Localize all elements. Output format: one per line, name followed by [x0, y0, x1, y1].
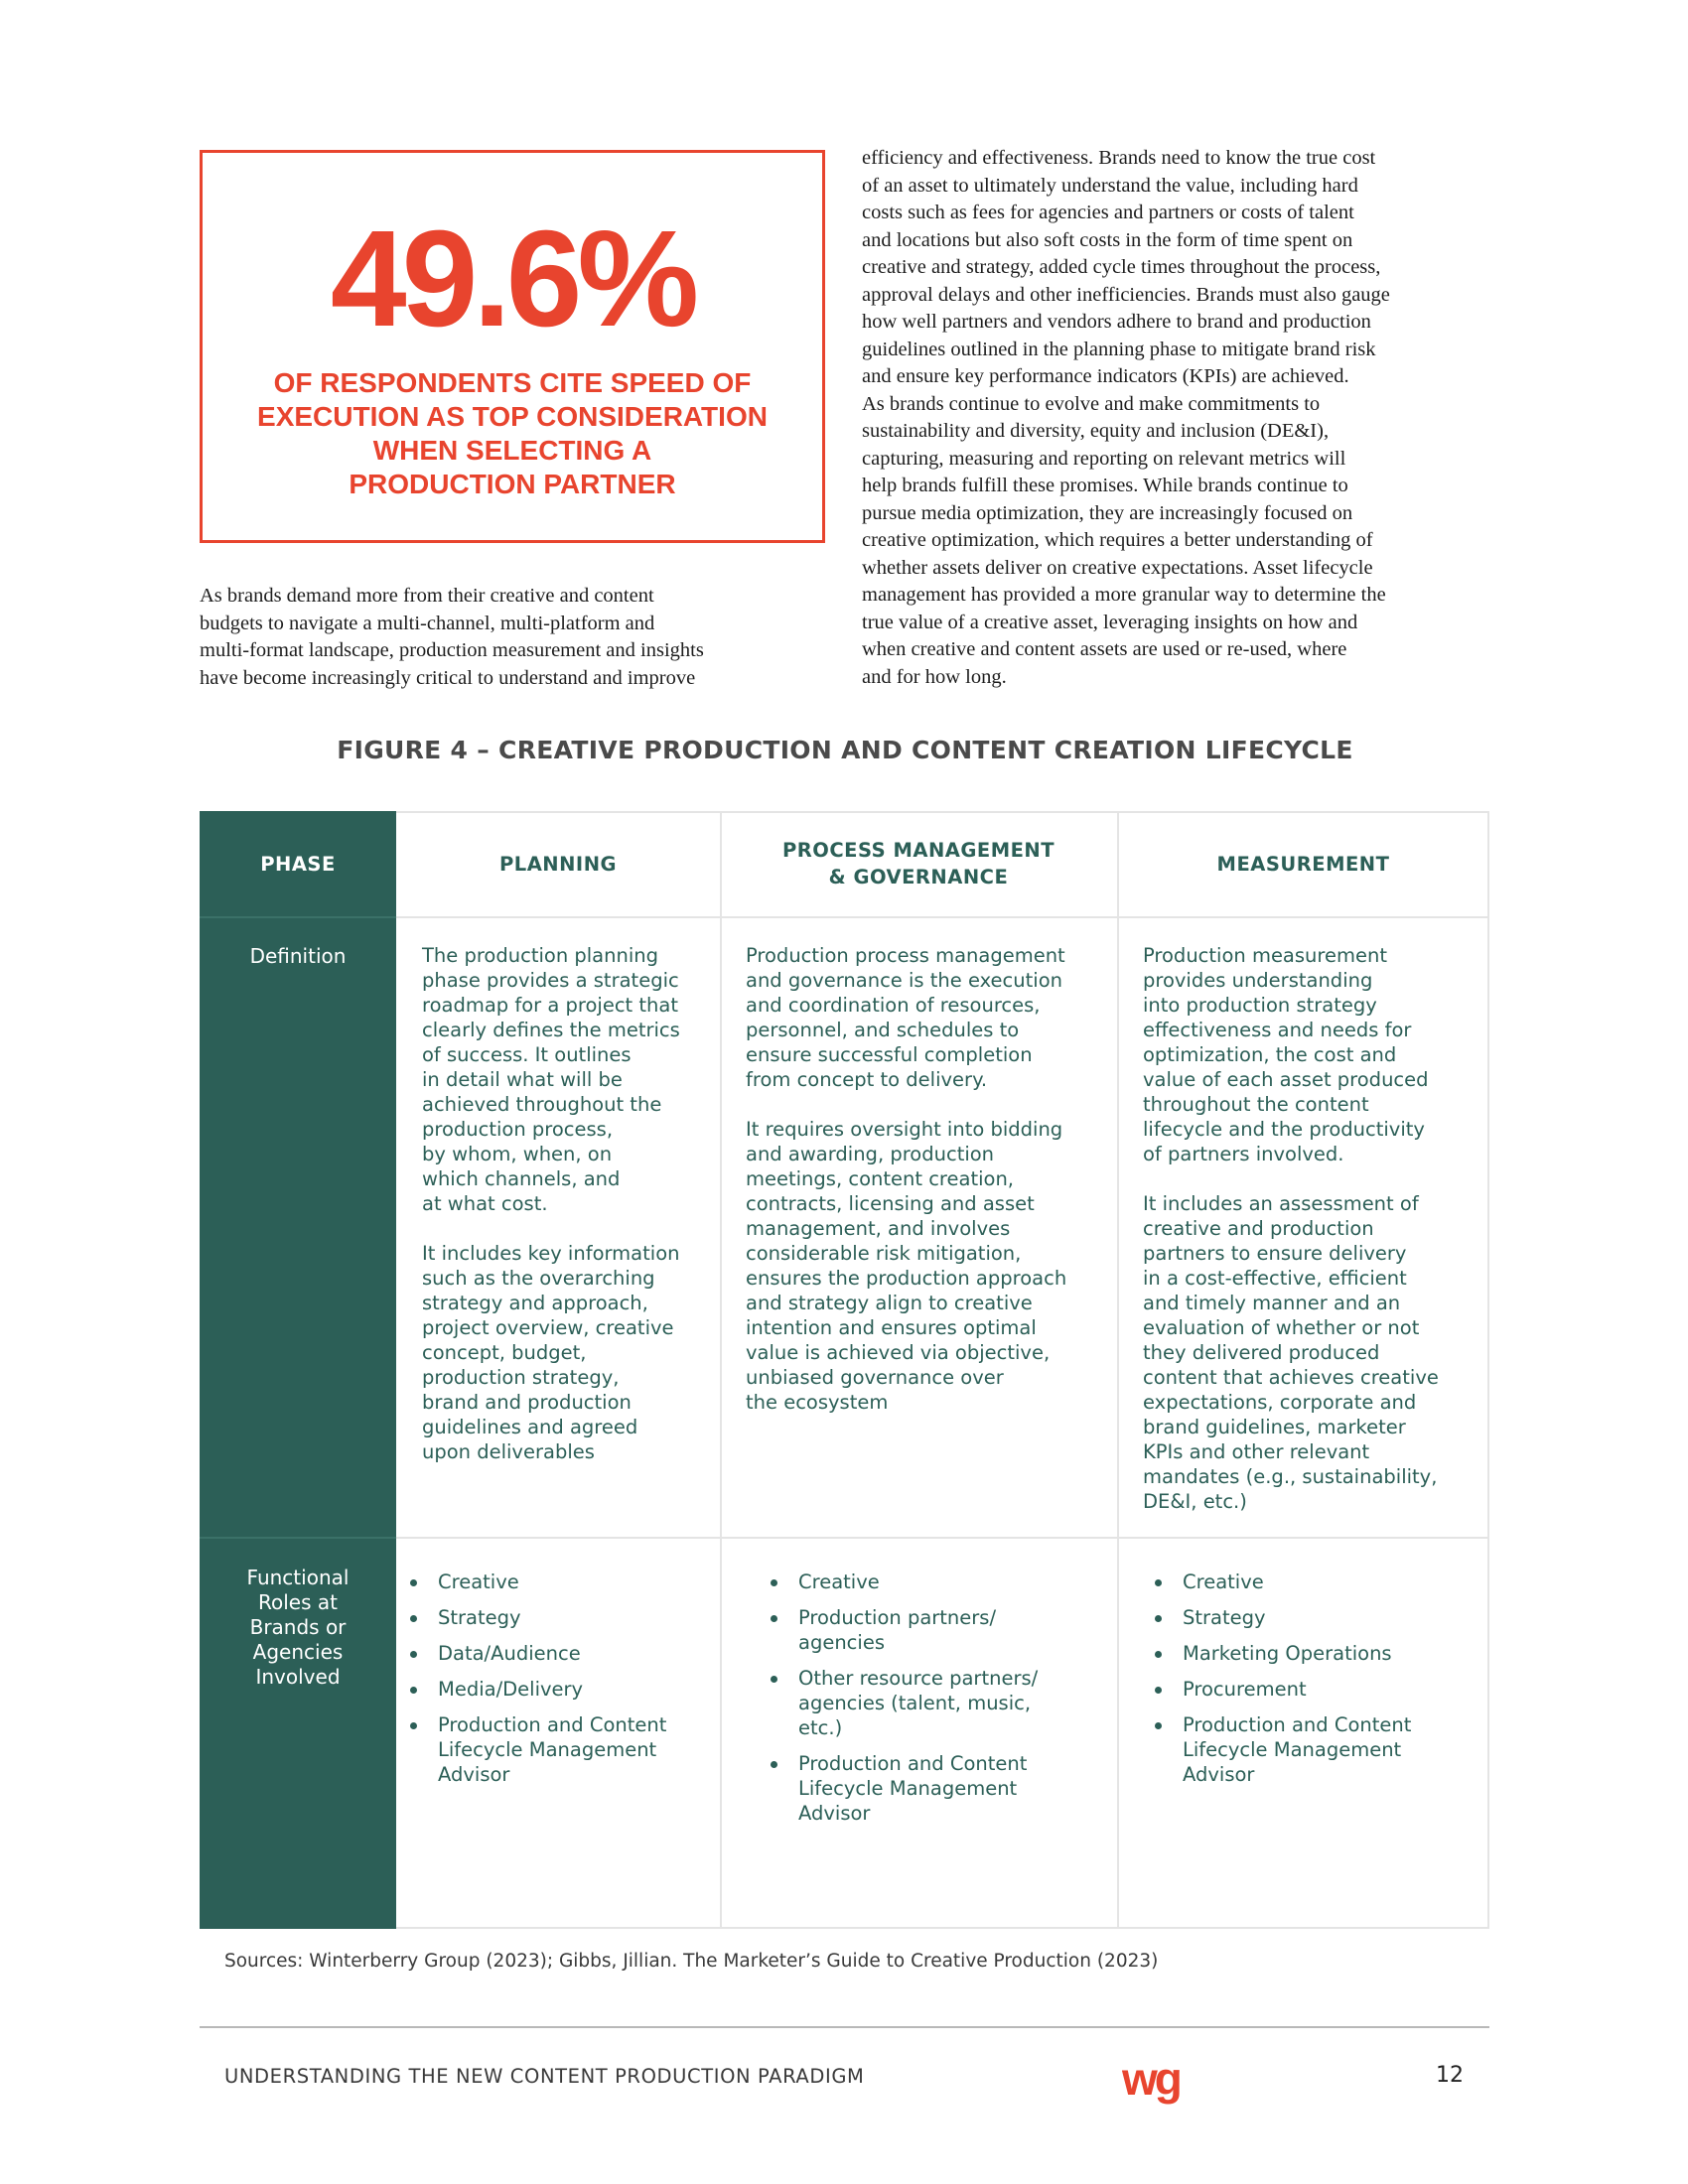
logo-text: wg: [1122, 2059, 1180, 2105]
text-line: and coordination of resources,: [746, 994, 1041, 1017]
header-process-management: [720, 811, 1117, 916]
header-planning: PLANNING: [498, 852, 618, 876]
text-line: pursue media optimization, they are increasingly focused on: [862, 501, 1353, 524]
definition-planning: [422, 943, 680, 1464]
text-line: expectations, corporate and: [1143, 1391, 1417, 1414]
text-line: Production measurement: [1143, 944, 1387, 967]
text-line: production strategy,: [422, 1366, 620, 1389]
list-item: Production and Content Lifecycle Management Advisor: [1151, 1712, 1411, 1787]
text-line: provides understanding: [1143, 969, 1373, 992]
text-line: in detail what will be: [422, 1068, 623, 1091]
row-label-definition: Definition: [249, 944, 347, 968]
lifecycle-table: [200, 811, 1489, 1929]
text-line: efficiency and effectiveness. Brands need to know the true cost: [862, 147, 1376, 169]
row-divider: [396, 1537, 1489, 1539]
text-line: ensure successful completion: [746, 1043, 1033, 1066]
text-line: achieved throughout the: [422, 1093, 662, 1116]
stat-callout: [200, 150, 825, 543]
text-line: brand and production: [422, 1391, 632, 1414]
list-item: Production partners/ agencies: [767, 1605, 1038, 1655]
text-line: It requires oversight into bidding: [746, 1118, 1063, 1141]
definition-measurement: [1143, 943, 1439, 1514]
text-line: in a cost-effective, efficient: [1143, 1267, 1407, 1290]
phase-row-divider: [200, 1537, 396, 1539]
list-item: Procurement: [1151, 1677, 1411, 1702]
row-label-line: Involved: [255, 1665, 341, 1689]
phase-row-divider: [200, 916, 396, 918]
list-item: Creative: [406, 1570, 666, 1594]
text-line: unbiased governance over: [746, 1366, 1004, 1389]
footer-title: UNDERSTANDING THE NEW CONTENT PRODUCTION PARADIGM: [224, 2065, 865, 2088]
text-line: of partners involved.: [1143, 1143, 1344, 1165]
text-line: It includes an assessment of: [1143, 1192, 1419, 1215]
page-number: 12: [1436, 2063, 1464, 2088]
row-divider: [396, 916, 1489, 918]
text-line: multi-format landscape, production measurement and insights: [200, 639, 704, 661]
text-line: when creative and content assets are used or re-used, where: [862, 638, 1347, 660]
intro-paragraph: [200, 583, 825, 692]
text-line: of an asset to ultimately understand the value, including hard: [862, 174, 1358, 197]
text-line: such as the overarching: [422, 1267, 655, 1290]
text-line: KPIs and other relevant: [1143, 1440, 1370, 1463]
text-line: sustainability and diversity, equity and inclusion (DE&I),: [862, 420, 1330, 442]
text-line: have become increasingly critical to understand and improve: [200, 666, 696, 689]
text-line: strategy and approach,: [422, 1292, 648, 1314]
text-line: DE&I, etc.): [1143, 1490, 1247, 1513]
row-label-line: Roles at: [258, 1590, 338, 1614]
list-item: Data/Audience: [406, 1641, 666, 1666]
text-line: guidelines and agreed: [422, 1416, 638, 1438]
text-line: project overview, creative: [422, 1316, 674, 1339]
text-line: by whom, when, on: [422, 1143, 613, 1165]
stat-caption-line: EXECUTION AS TOP CONSIDERATION: [257, 401, 768, 432]
text-line: approval delays and other inefficiencies. Brands must also gauge: [862, 283, 1390, 306]
text-line: optimization, the cost and: [1143, 1043, 1397, 1066]
figure-title: FIGURE 4 – CREATIVE PRODUCTION AND CONTENT CREATION LIFECYCLE: [337, 736, 1353, 764]
column-divider: [1117, 811, 1119, 1929]
text-line: which channels, and: [422, 1167, 621, 1190]
definition-process-management: [746, 943, 1066, 1415]
list-item: Marketing Operations: [1151, 1641, 1411, 1666]
list-item: Media/Delivery: [406, 1677, 666, 1702]
text-line: value of each asset produced: [1143, 1068, 1429, 1091]
text-line: roadmap for a project that: [422, 994, 679, 1017]
stat-caption: [222, 366, 802, 501]
text-line: and locations but also soft costs in the form of time spent on: [862, 228, 1353, 251]
list-item: Strategy: [1151, 1605, 1411, 1630]
text-line: It includes key information: [422, 1242, 680, 1265]
right-column-paragraph: [862, 145, 1497, 691]
list-item: Strategy: [406, 1605, 666, 1630]
table-border-bottom: [396, 1927, 1489, 1929]
text-line: brand guidelines, marketer: [1143, 1416, 1406, 1438]
text-line: how well partners and vendors adhere to brand and production: [862, 311, 1371, 333]
text-line: concept, budget,: [422, 1341, 587, 1364]
text-line: whether assets deliver on creative expectations. Asset lifecycle: [862, 556, 1373, 579]
text-line: from concept to delivery.: [746, 1068, 988, 1091]
text-line: personnel, and schedules to: [746, 1019, 1020, 1041]
text-line: and strategy align to creative: [746, 1292, 1033, 1314]
row-label-line: Brands or: [249, 1615, 347, 1639]
paragraph-gap: [746, 1092, 1066, 1117]
sources-note: Sources: Winterberry Group (2023); Gibbs, Jillian. The Marketer’s Guide to Creative Production (2023): [224, 1951, 1159, 1972]
text-line: at what cost.: [422, 1192, 548, 1215]
text-line: guidelines outlined in the planning phase to mitigate brand risk: [862, 338, 1376, 360]
text-line: and governance is the execution: [746, 969, 1062, 992]
roles-planning: [406, 1570, 666, 1798]
header-line: & GOVERNANCE: [828, 866, 1009, 888]
list-item: Production and Content Lifecycle Management Advisor: [767, 1751, 1038, 1826]
column-divider: [720, 811, 722, 1929]
text-line: and for how long.: [862, 665, 1007, 688]
text-line: ensures the production approach: [746, 1267, 1067, 1290]
text-line: of success. It outlines: [422, 1043, 632, 1066]
text-line: costs such as fees for agencies and partners or costs of talent: [862, 202, 1354, 223]
text-line: lifecycle and the productivity: [1143, 1118, 1425, 1141]
wg-logo: [1122, 2059, 1188, 2111]
header-line: PROCESS MANAGEMENT: [781, 839, 1055, 862]
row-label-functional-roles: [200, 1566, 396, 1690]
text-line: help brands fulfill these promises. While brands continue to: [862, 475, 1348, 496]
text-line: contracts, licensing and asset: [746, 1192, 1035, 1215]
list-item: Other resource partners/ agencies (talent, music, etc.): [767, 1666, 1038, 1740]
text-line: throughout the content: [1143, 1093, 1369, 1116]
header-measurement: MEASUREMENT: [1216, 852, 1390, 876]
text-line: The production planning: [422, 944, 658, 967]
text-line: the ecosystem: [746, 1391, 889, 1414]
text-line: and awarding, production: [746, 1143, 995, 1165]
text-line: evaluation of whether or not: [1143, 1316, 1420, 1339]
text-line: budgets to navigate a multi-channel, multi-platform and: [200, 612, 655, 634]
text-line: effectiveness and needs for: [1143, 1019, 1412, 1041]
text-line: meetings, content creation,: [746, 1167, 1015, 1190]
text-line: management, and involves: [746, 1217, 1011, 1240]
stat-caption-line: WHEN SELECTING A: [372, 435, 652, 466]
stat-caption-line: PRODUCTION PARTNER: [349, 469, 676, 499]
text-line: content that achieves creative: [1143, 1366, 1439, 1389]
row-label-line: Agencies: [252, 1640, 344, 1664]
text-line: Production process management: [746, 944, 1065, 967]
text-line: value is achieved via objective,: [746, 1341, 1051, 1364]
text-line: intention and ensures optimal: [746, 1316, 1037, 1339]
text-line: partners to ensure delivery: [1143, 1242, 1407, 1265]
text-line: upon deliverables: [422, 1440, 595, 1463]
text-line: they delivered produced: [1143, 1341, 1380, 1364]
text-line: mandates (e.g., sustainability,: [1143, 1465, 1438, 1488]
text-line: creative and strategy, added cycle times throughout the process,: [862, 256, 1381, 278]
text-line: true value of a creative asset, leveraging insights on how and: [862, 611, 1358, 633]
text-line: and ensure key performance indicators (KPIs) are achieved.: [862, 365, 1349, 387]
text-line: and timely manner and an: [1143, 1292, 1401, 1314]
text-line: production process,: [422, 1118, 614, 1141]
stat-caption-line: OF RESPONDENTS CITE SPEED OF: [273, 367, 752, 398]
paragraph-gap: [422, 1216, 680, 1241]
phase-column: [200, 811, 396, 1929]
stat-value: 49.6%: [330, 203, 695, 355]
text-line: capturing, measuring and reporting on relevant metrics will: [862, 447, 1346, 470]
roles-process-management: [767, 1570, 1038, 1837]
text-line: management has provided a more granular way to determine the: [862, 584, 1386, 606]
row-label-line: Functional: [246, 1566, 350, 1589]
text-line: clearly defines the metrics: [422, 1019, 680, 1041]
paragraph-gap: [1143, 1166, 1439, 1191]
text-line: As brands continue to evolve and make commitments to: [862, 392, 1321, 415]
table-border-right: [1487, 811, 1489, 1929]
header-phase: PHASE: [260, 852, 336, 876]
list-item: Creative: [1151, 1570, 1411, 1594]
text-line: As brands demand more from their creative and content: [200, 585, 654, 607]
roles-measurement: [1151, 1570, 1411, 1798]
list-item: Creative: [767, 1570, 1038, 1594]
footer-divider: [200, 2026, 1489, 2028]
text-line: creative optimization, which requires a better understanding of: [862, 529, 1373, 551]
text-line: creative and production: [1143, 1217, 1374, 1240]
list-item: Production and Content Lifecycle Management Advisor: [406, 1712, 666, 1787]
text-line: into production strategy: [1143, 994, 1377, 1017]
text-line: considerable risk mitigation,: [746, 1242, 1022, 1265]
text-line: phase provides a strategic: [422, 969, 679, 992]
